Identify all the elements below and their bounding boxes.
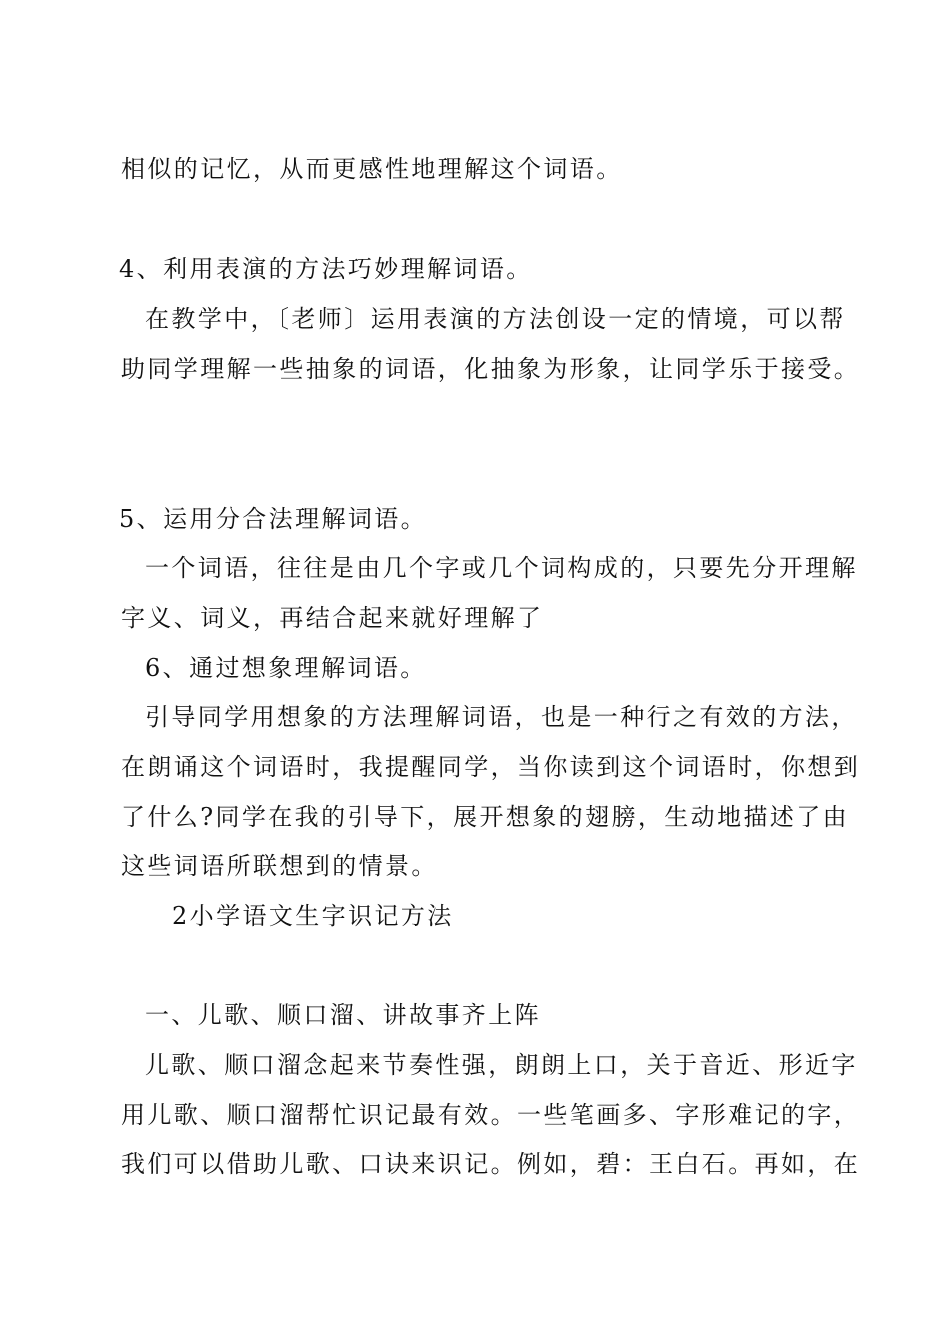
paragraph-line: 引导同学用想象的方法理解词语，也是一种行之有效的方法， xyxy=(145,703,858,731)
section-title: 2小学语文生字识记方法 xyxy=(172,902,454,930)
paragraph-line: 一个词语，往往是由几个字或几个词构成的，只要先分开理解 xyxy=(145,554,858,582)
paragraph-line: 这些词语所联想到的情景。 xyxy=(121,852,438,880)
paragraph-line: 相似的记忆，从而更感性地理解这个词语。 xyxy=(121,155,623,183)
section-heading: 一、儿歌、顺口溜、讲故事齐上阵 xyxy=(145,1001,541,1029)
paragraph-line: 我们可以借助儿歌、口诀来识记。例如，碧：王白石。再如，在 xyxy=(121,1150,861,1178)
paragraph-line: 了什么?同学在我的引导下，展开想象的翅膀，生动地描述了由 xyxy=(121,803,850,831)
paragraph-line: 字义、词义，再结合起来就好理解了 xyxy=(121,604,544,632)
section-heading: 6、通过想象理解词语。 xyxy=(145,654,427,682)
paragraph-line: 儿歌、顺口溜念起来节奏性强，朗朗上口，关于音近、形近字 xyxy=(145,1051,858,1079)
section-heading: 4、利用表演的方法巧妙理解词语。 xyxy=(119,255,533,283)
paragraph-line: 在朗诵这个词语时，我提醒同学，当你读到这个词语时，你想到 xyxy=(121,753,861,781)
paragraph-line: 助同学理解一些抽象的词语，化抽象为形象，让同学乐于接受。 xyxy=(121,355,861,383)
section-heading: 5、运用分合法理解词语。 xyxy=(119,505,428,533)
paragraph-line: 在教学中，〔老师〕运用表演的方法创设一定的情境，可以帮 xyxy=(145,305,846,333)
paragraph-line: 用儿歌、顺口溜帮忙识记最有效。一些笔画多、字形难记的字， xyxy=(121,1101,861,1129)
